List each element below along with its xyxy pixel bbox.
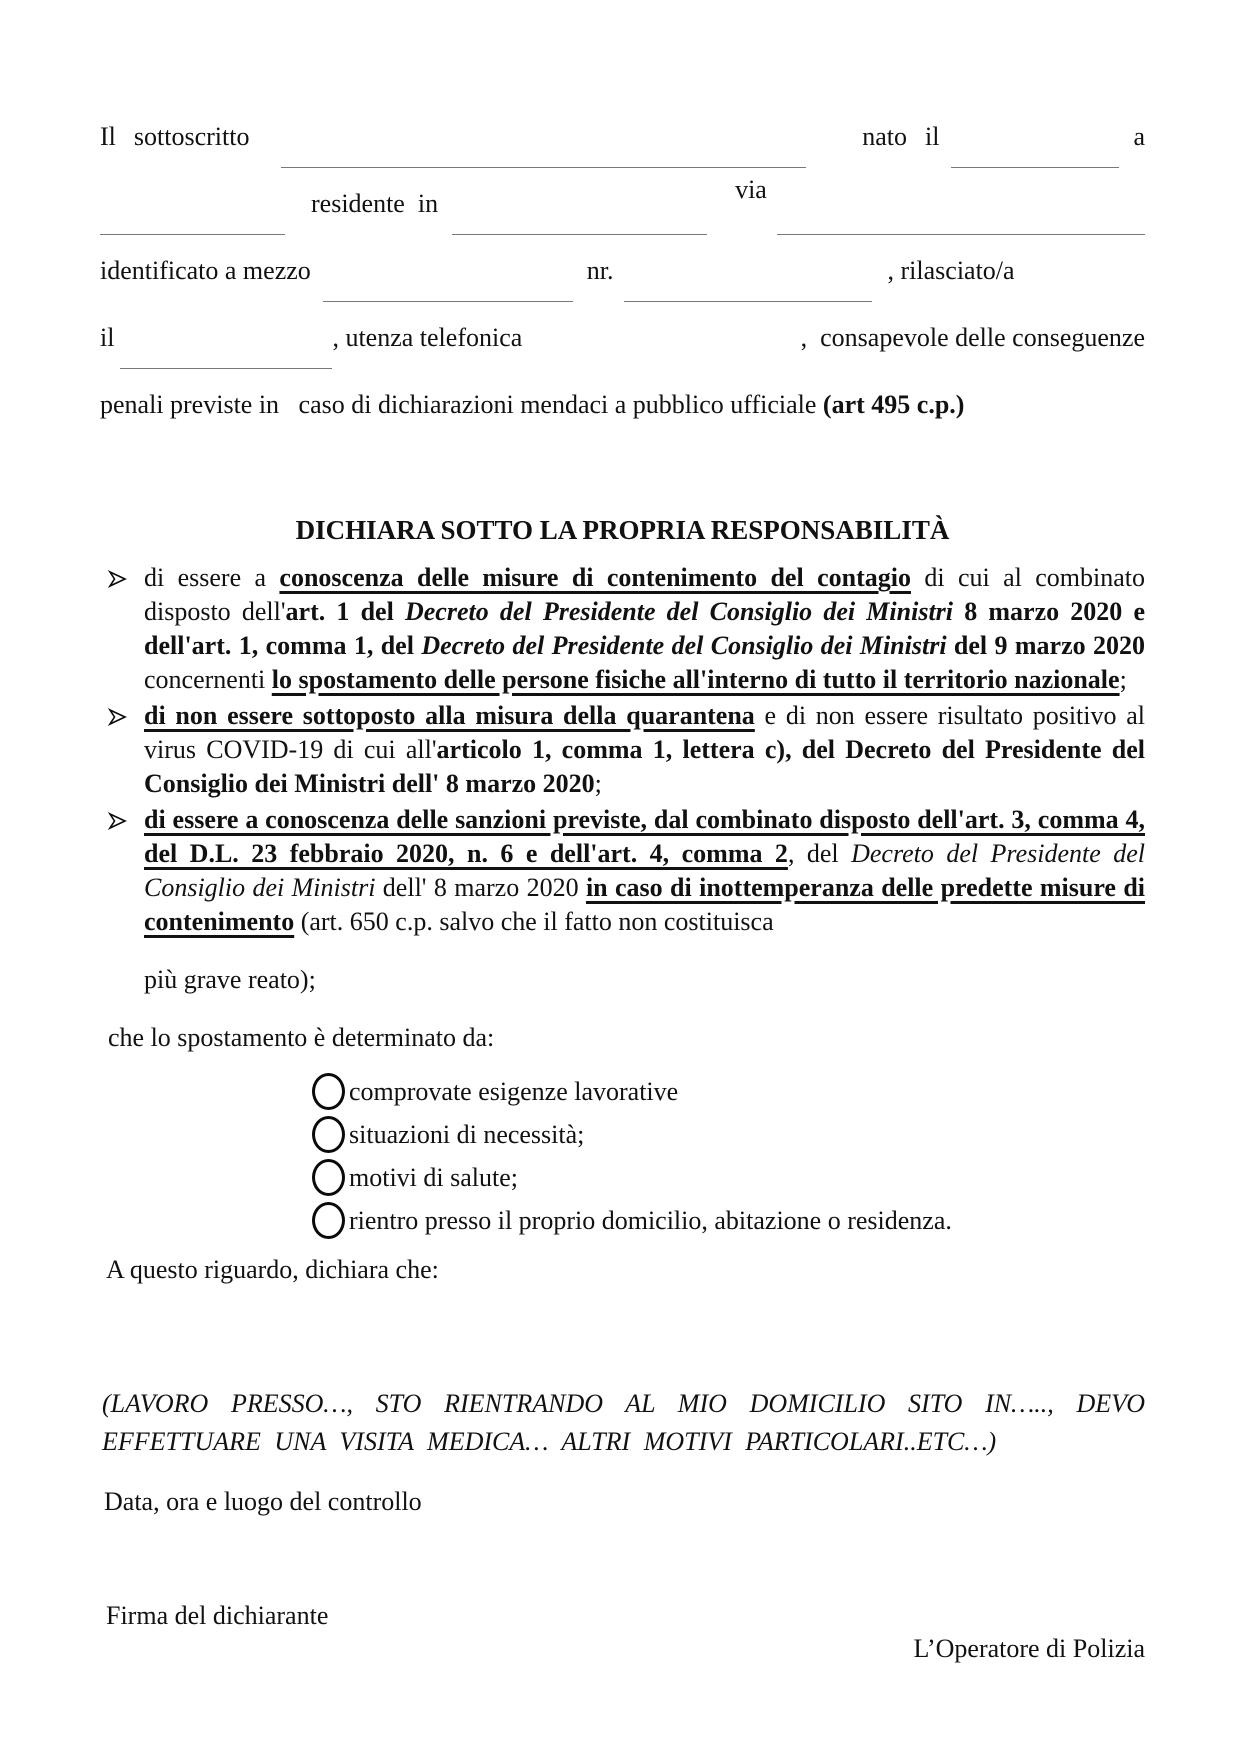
field-street-blank[interactable]	[777, 234, 1145, 235]
text-run: del 9 marzo 2020	[946, 631, 1146, 660]
movement-intro: che lo spostamento è determinato da:	[108, 1023, 495, 1052]
declaration-item-1	[108, 561, 1145, 697]
field-document-type-blank[interactable]	[323, 301, 573, 302]
declaration-text-2	[144, 699, 1145, 801]
label-consapevole: , consapevole delle conseguenze	[800, 323, 1145, 352]
text-run: di cui al combinato disposto dell'	[144, 563, 1145, 626]
text-run: di non essere sottoposto alla misura della quarantena	[144, 701, 755, 730]
text-run: , del	[787, 839, 852, 868]
declaration-text-3	[144, 803, 1145, 939]
control-datetime-label: Data, ora e luogo del controllo	[104, 1487, 422, 1516]
option-label-health: motivi di salute;	[349, 1162, 518, 1192]
text-run: di essere a	[144, 563, 280, 592]
arrow-bullet-icon	[108, 803, 144, 939]
form-row-penalties	[100, 390, 1145, 420]
form-row-issue-phone	[100, 323, 1145, 353]
radio-circle-health[interactable]	[312, 1159, 345, 1196]
declaration-text-1	[144, 561, 1145, 697]
option-row-work	[312, 1073, 1145, 1110]
text-run: dell' 8 marzo 2020	[375, 873, 586, 902]
field-document-number-blank[interactable]	[624, 301, 872, 302]
option-label-return-home: rientro presso il proprio domicilio, abitazione o residenza.	[349, 1205, 952, 1235]
label-rilasciato-il: il	[100, 323, 115, 352]
radio-circle-return-home[interactable]	[312, 1202, 345, 1239]
text-run: (art. 650 c.p. salvo che il fatto non costituisca	[294, 907, 774, 936]
text-run: Decreto del Presidente del Consiglio dei Ministri	[404, 597, 954, 626]
text-run: ;	[594, 769, 602, 798]
field-issue-date-blank[interactable]	[120, 368, 332, 369]
text-run: articolo 1, comma 1, lettera c), del Decreto del Presidente del Consiglio dei Ministri dell' 8 marzo 2020	[144, 735, 1145, 798]
text-run: art. 1 del	[285, 597, 405, 626]
label-a: a	[1133, 122, 1145, 151]
label-penali: penali previste in caso di dichiarazioni mendaci a pubblico ufficiale	[100, 390, 823, 419]
label-nato: nato	[862, 122, 907, 151]
text-run: Decreto del Presidente del Consiglio dei Ministri	[144, 839, 1145, 902]
field-city-blank[interactable]	[452, 234, 707, 235]
radio-circle-necessity[interactable]	[312, 1116, 345, 1153]
text-run: ;	[1119, 665, 1127, 694]
label-rilasciato: , rilasciato/a	[887, 256, 1015, 285]
radio-circle-work[interactable]	[312, 1073, 345, 1110]
text-run: in caso di inottemperanza delle predette misure di contenimento	[144, 873, 1146, 936]
text-run: concernenti	[144, 665, 272, 694]
text-run: e di non essere risultato positivo al virus COVID-19 di cui all'	[144, 701, 1145, 764]
arrow-bullet-icon	[108, 561, 144, 697]
arrow-bullet-icon	[108, 699, 144, 801]
declaration-continuation: più grave reato);	[144, 965, 316, 994]
examples-note: (LAVORO PRESSO…, STO RIENTRANDO AL MIO DOMICILIO SITO IN….., DEVO EFFETTUARE UNA VISITA MEDICA… ALTRI MOTIVI PARTICOLARI..ETC…)	[102, 1389, 1145, 1456]
option-row-necessity	[312, 1116, 1145, 1153]
text-run: di essere a conoscenza delle sanzioni previste, dal combinato disposto dell'art. 3, comma 4, del D.L. 23 febbraio 2020, n. 6 e dell'art. 4, comma 2	[144, 805, 1145, 868]
label-nr: nr.	[586, 256, 614, 285]
police-operator-label: L’Operatore di Polizia	[913, 1634, 1145, 1663]
option-label-necessity: situazioni di necessità;	[349, 1119, 585, 1149]
label-via: via	[735, 175, 767, 204]
label-il: Il	[100, 122, 116, 151]
form-row-id-document	[100, 256, 1145, 286]
declaration-heading: DICHIARA SOTTO LA PROPRIA RESPONSABILITÀ	[295, 515, 950, 545]
label-nato-il: il	[925, 122, 940, 151]
regard-statement: A questo riguardo, dichiara che:	[106, 1255, 439, 1284]
declarant-signature-label: Firma del dichiarante	[106, 1601, 329, 1630]
form-row-residence	[100, 175, 1145, 219]
label-identificato: identificato a mezzo	[100, 256, 311, 285]
text-run: conoscenza delle misure di contenimento del contagio	[279, 563, 911, 592]
text-run: 8 marzo 2020 e dell'art. 1, comma 1, del	[144, 597, 1145, 660]
declaration-item-3	[108, 803, 1145, 939]
label-utenza-telefonica: , utenza telefonica	[332, 323, 523, 352]
option-row-health	[312, 1159, 1145, 1196]
label-sottoscritto: sottoscritto	[133, 122, 250, 151]
declaration-list	[100, 561, 1145, 939]
text-run: Decreto del Presidente del Consiglio dei Ministri	[421, 631, 947, 660]
form-row-subscriber	[100, 122, 1145, 152]
text-run: lo spostamento delle persone fisiche all'interno di tutto il territorio nazionale	[271, 665, 1120, 694]
declaration-item-2	[108, 699, 1145, 801]
option-label-work: comprovate esigenze lavorative	[349, 1076, 679, 1106]
field-fullname-blank[interactable]	[281, 167, 806, 168]
field-birthplace-blank[interactable]	[100, 234, 285, 235]
field-birthdate-blank[interactable]	[951, 167, 1119, 168]
label-residente-in: residente in	[311, 189, 439, 218]
option-row-return-home	[312, 1202, 1145, 1239]
reason-options	[312, 1073, 1145, 1239]
label-art-495: (art 495 c.p.)	[822, 390, 965, 419]
